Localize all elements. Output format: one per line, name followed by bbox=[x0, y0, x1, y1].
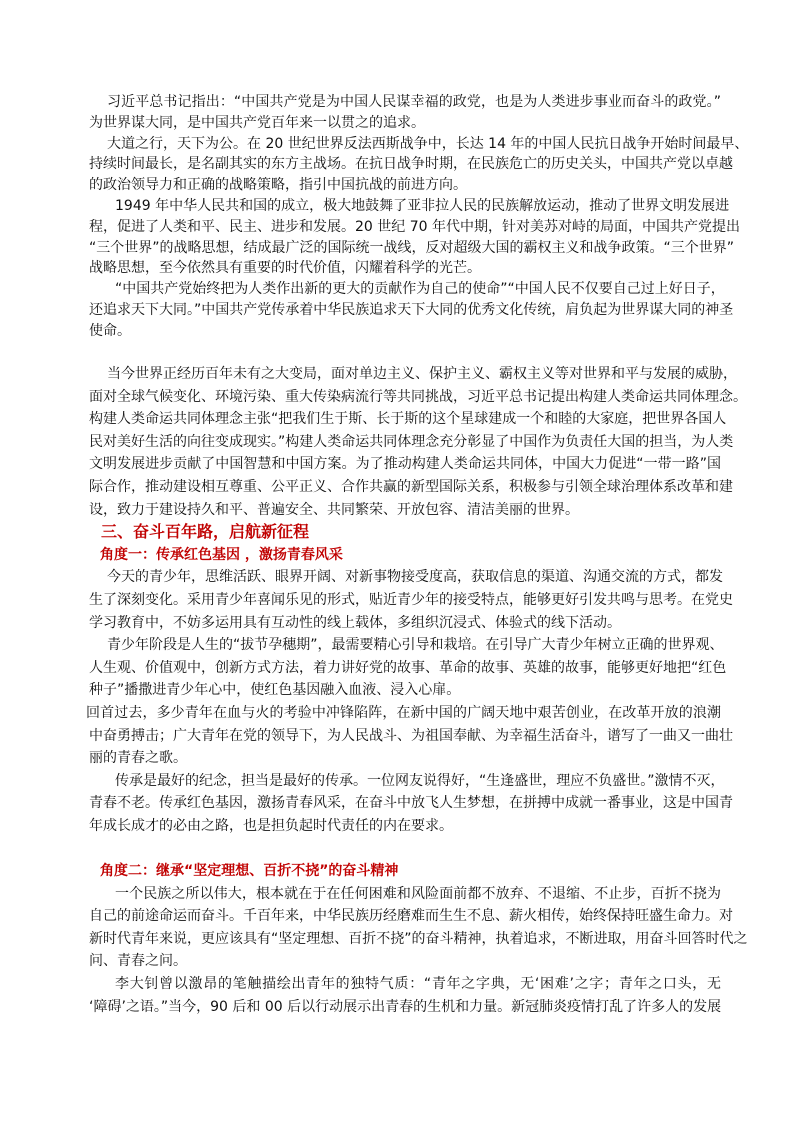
text-line: 面对全球气候变化、环境污染、重大传染病流行等共同挑战，习近平总书记提出构建人类命运共同体理念。 bbox=[89, 388, 747, 405]
paragraph bbox=[89, 363, 747, 521]
text-line: “中国共产党始终把为人类作出新的更大的贡献作为自己的使命”“中国人民不仅要自己过上好日子， bbox=[115, 281, 725, 298]
text-line: 战略思想，至今依然具有重要的时代价值，闪耀着科学的光芒。 bbox=[89, 260, 481, 277]
text-line: 三、奋斗百年路，启航新征程 bbox=[101, 522, 310, 542]
text-line: 青少年阶段是人生的“拔节孕穗期”，最需要精心引导和栽培。在引导广大青少年树立正确的世界观、 bbox=[107, 637, 724, 654]
section-heading bbox=[89, 521, 721, 544]
text-line: 丽的青春之歌。 bbox=[89, 750, 187, 767]
blank-line bbox=[89, 837, 721, 860]
text-line: 学习教育中，不妨多运用具有互动性的线上载体，多组织沉浸式、体验式的线下活动。 bbox=[89, 614, 621, 631]
text-line: 持续时间最长，是名副其实的东方主战场。在抗日战争时期，在民族危亡的历史关头，中国共产党以卓越 bbox=[89, 156, 733, 173]
text-line: 民对美好生活的向往变成现实。”构建人类命运共同体理念充分彰显了中国作为负责任大国的担当，为人类 bbox=[89, 433, 734, 450]
paragraph bbox=[89, 634, 727, 702]
text-line: 生了深刻变化。采用青少年喜闻乐见的形式，贴近青少年的接受特点，能够更好引发共鸣与思考。在党史 bbox=[89, 591, 733, 608]
paragraph bbox=[89, 883, 748, 973]
text-line: 一个民族之所以伟大，根本就在于在任何困难和风险面前都不放弃、不退缩、不止步，百折不挠为 bbox=[115, 885, 721, 902]
text-line: 程，促进了人类和平、民主、进步和发展。20 世纪 70 年代中期，针对美苏对峙的局面，中国共产党提出 bbox=[89, 218, 740, 235]
paragraph bbox=[86, 702, 733, 770]
text-line: 新时代青年来说，更应该具有“坚定理想、百折不挠”的奋斗精神，执着追求，不断进取，用奋斗回答时代之 bbox=[89, 930, 748, 947]
paragraph bbox=[89, 92, 721, 134]
text-line: 中奋勇搏击；广大青年在党的领导下，为人民战斗、为祖国奉献、为幸福生活奋斗，谱写了一曲又一曲壮 bbox=[89, 727, 733, 744]
text-line: 年成长成才的必由之路，也是担负起时代责任的内在要求。 bbox=[89, 817, 453, 834]
text-line: 大道之行，天下为公。在 20 世纪世界反法西斯战争中，长达 14 年的中国人民抗日战争开始时间最早、 bbox=[107, 135, 749, 152]
text-line: 当今世界正经历百年未有之大变局，面对单边主义、保护主义、霸权主义等对世界和平与发展的威胁， bbox=[107, 366, 737, 382]
text-line: 际合作，推动建设相互尊重、公平正义、合作共赢的新型国际关系，积极参与引领全球治理体系改革和建 bbox=[89, 478, 733, 495]
text-line: 为世界谋大同，是中国共产党百年来一以贯之的追求。 bbox=[89, 114, 425, 131]
document-section-b bbox=[86, 363, 748, 1018]
text-line: 今天的青少年，思维活跃、眼界开阔、对新事物接受度高，获取信息的渠道、沟通交流的方式，都发 bbox=[107, 569, 723, 586]
text-line: 使命。 bbox=[89, 322, 131, 339]
text-line: 文明发展进步贡献了中国智慧和中国方案。为了推动构建人类命运共同体，中国大力促进“一带一路”国 bbox=[89, 456, 721, 473]
text-line: 回首过去，多少青年在血与火的考验中冲锋陷阵，在新中国的广阔天地中艰苦创业，在改革开放的浪潮 bbox=[86, 704, 721, 721]
paragraph bbox=[89, 196, 740, 279]
text-line: “三个世界”的战略思想，结成最广泛的国际统一战线，反对超级大国的霸权主义和战争政策。“三个世界” bbox=[89, 239, 735, 256]
paragraph bbox=[89, 770, 733, 838]
text-line: 习近平总书记指出：“中国共产党是为中国人民谋幸福的政党，也是为人类进步事业而奋斗的政党。” bbox=[107, 94, 721, 110]
text-line: 1949 年中华人民共和国的成立，极大地鼓舞了亚非拉人民的民族解放运动，推动了世界文明发展进 bbox=[115, 197, 730, 214]
text-line: 李大钊曾以激昂的笔触描绘出青年的独特气质：“青年之字典，无‘困难’之字；青年之口头，无 bbox=[115, 976, 721, 993]
text-line: 角度一：传承红色基因 ，激扬青春风采 bbox=[100, 546, 343, 563]
subsection-heading bbox=[89, 544, 721, 567]
paragraph bbox=[89, 973, 721, 1018]
text-line: 构建人类命运共同体理念主张“把我们生于斯、长于斯的这个星球建成一个和睦的大家庭，把世界各国人 bbox=[89, 411, 727, 428]
text-line: 种子”播撒进青少年心中，使红色基因融入血液、浸入心扉。 bbox=[89, 682, 461, 699]
text-line bbox=[89, 837, 721, 860]
text-line: 设，致力于建设持久和平、普遍安全、共同繁荣、开放包容、清洁美丽的世界。 bbox=[89, 501, 579, 518]
text-line: 传承是最好的纪念，担当是最好的传承。一位网友说得好，“生逢盛世，理应不负盛世。”激情不灭， bbox=[115, 772, 725, 789]
paragraph bbox=[89, 566, 733, 634]
paragraph bbox=[89, 134, 749, 196]
text-line: 问、青春之问。 bbox=[89, 953, 187, 970]
paragraph bbox=[89, 279, 734, 341]
text-line: 人生观、价值观中，创新方式方法，着力讲好党的故事、革命的故事、英雄的故事，能够更好地把“红色 bbox=[89, 659, 727, 676]
subsection-heading bbox=[89, 860, 721, 883]
text-line: 青春不老。传承红色基因，激扬青春风采，在奋斗中放飞人生梦想，在拼搏中成就一番事业，这是中国青 bbox=[89, 795, 733, 812]
document-section-a bbox=[89, 92, 749, 342]
text-line: 自己的前途命运而奋斗。千百年来，中华民族历经磨难而生生不息、薪火相传，始终保持旺盛生命力。对 bbox=[89, 908, 733, 925]
text-line: ‘障碍’之语。”当今，90 后和 00 后以行动展示出青春的生机和力量。新冠肺炎疫情打乱了许多人的发展 bbox=[89, 998, 722, 1015]
text-line: 还追求天下大同。”中国共产党传承着中华民族追求天下大同的优秀文化传统，肩负起为世界谋大同的神圣 bbox=[89, 301, 734, 318]
text-line: 的政治领导力和正确的战略策略，指引中国抗战的前进方向。 bbox=[89, 177, 467, 194]
text-line: 角度二：继承“坚定理想、百折不挠”的奋斗精神 bbox=[100, 863, 399, 880]
